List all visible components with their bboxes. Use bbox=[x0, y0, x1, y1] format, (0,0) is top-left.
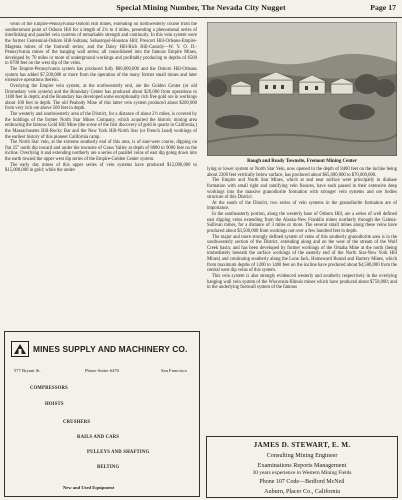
stewart-location: Auburn, Placer Co., California bbox=[264, 488, 340, 495]
stewart-title: Consulting Mining Engineer bbox=[266, 452, 338, 459]
mines-supply-item: HOISTS bbox=[45, 402, 64, 407]
mines-supply-item: PULLEYS AND SHAFTING bbox=[87, 450, 150, 455]
stewart-experience: 30 years experience in Western Mining Fields bbox=[252, 470, 352, 476]
mines-supply-phone: Phone Sutter 6470 bbox=[85, 368, 119, 373]
right-article-body bbox=[207, 167, 397, 291]
page-number: Page 17 bbox=[370, 3, 396, 12]
stewart-services: Examinations Reports Management bbox=[257, 462, 347, 469]
mines-supply-item: CRUSHERS bbox=[63, 420, 91, 425]
article-paragraph: The westerly and southwesterly area of the District, for a distance of about 2½ miles, is covered by the holdings of the former North Star Mines Company, which acquired the historic mining area embracing the famous Gold Hill Mine (the scene of the first discovery of gold in quartz in California,) the Massachusetts Hill-Rocky Bar and the New York Hill-North Star (or French Lead) workings of the earliest history of this pioneer California camp. bbox=[5, 112, 197, 140]
page-header bbox=[0, 0, 402, 18]
photo-caption: Rough and Ready Townsite, Fremont Mining Center bbox=[247, 159, 357, 164]
right-article-column bbox=[207, 22, 397, 432]
mines-supply-footer: New and Used Equipment bbox=[63, 485, 115, 490]
stewart-name: JAMES D. STEWART, E. M. bbox=[253, 441, 351, 449]
article-paragraph: The Empire-Pennsylvania system has produced fully $80,000,000 and the Osborn Hill-Orleans system has added $7,500,000 or more from the operation of the many former small mines and later extensive operations therein. bbox=[5, 67, 197, 84]
stewart-advertisement bbox=[206, 436, 398, 498]
mines-supply-advertisement bbox=[4, 331, 200, 497]
article-paragraph: lying or lower system or North Star Vein, now opened to the depth of 8400 feet on the incline being about 2300 feet vertically below surface, has produced about $65,000,000 to $70,000,000. bbox=[207, 167, 397, 178]
article-paragraph: The North Star vein, at the extreme southerly end of this area, is of east-west course, dipping on flat 25° north dip toward and under the townsite of Grass Valley at depth of 8000 to 9000 feet on the incline. Overlying it and extending northerly are a series of parallel veins of east dip going down into the earth toward the upper west dip series of the Empire-Golden Center system. bbox=[5, 140, 197, 162]
article-paragraph: In the southeasterly portion, along the westerly base of Osborn Hill, are a series of well defined east dipping veins extending from the Alaska-New Franklin mines northerly through the Galena-Sullivan mines, for a distance of 3 miles or more. The several small mines along these veins have produced about $3,500,000 from workings not over a few hundred feet in depth. bbox=[207, 212, 397, 234]
townsite-photo-image bbox=[207, 22, 397, 156]
mines-supply-item: BELTING bbox=[97, 465, 120, 470]
article-paragraph: veins of the Empire-Pennsylvania-Osborn Hill mines, extending on northwesterly course from the southernmost point of Osborn Hill for a length of 2¼ to 4 miles, presenting a phenomenal series of interlinking and parallel vein systems of remarkable strength and continuity. In this vein system were the former Centennial-Osborn Hill-Sultana; Sebastopol-Houston Hill; Prescott Hill-Orleans-Empire-Magenta mines of the footwall series; and the Daisy Hill-Rich Hill-Cassidy—W. Y. O. D.-Pennsylvania mines of the hanging wall series; all consolidated into the famous Empire Mines, developed by 70 miles or more of underground workings and profitably producing to depths of 6500 to 6700 feet on the west dip of the veins. bbox=[5, 22, 197, 67]
article-paragraph: At the south of the District, two series of vein systems in the granodiorite formation are of importance. bbox=[207, 200, 397, 212]
article-paragraph: The Empire and North Star Mines, which at and near surface were principally in diabase formation with small right and ramifying vein fissures, have each passed in their extensive deep workings into the massive granodiorite formation with stronger vein systems and ore bodies structure of this District. bbox=[207, 178, 397, 201]
mines-supply-logo-icon bbox=[11, 341, 29, 357]
mines-supply-company-name: MINES SUPPLY AND MACHINERY CO. bbox=[33, 344, 188, 354]
mines-supply-street: 577 Bryant St. bbox=[14, 368, 41, 373]
mines-supply-address-line bbox=[5, 368, 201, 376]
article-paragraph: This vein system is also strongly evidenced westerly and southerly respectively in the overlying hanging wall vein system of the Wisconsin-Illinois mines which have produced about $750,000; and in the underlying footwall system of the famous bbox=[207, 273, 397, 291]
article-paragraph: Overlying the Empire vein system, at the northwesterly end, are the Golden Center (or old Dromedary vein system) and the Boundary Center has produced about $20,000 from operations to 1180 feet in depth; and the Boundary has developed some exceptionally rich free gold ore in workings about 100 feet in depth. The old Peabody Mine of this latter vein system produced about $200,000 from very rich ore above 500 feet in depth. bbox=[5, 83, 197, 112]
stewart-phone: Phone 107 Code—Bedford McNeil bbox=[259, 479, 345, 485]
left-article-column bbox=[5, 22, 197, 326]
mines-supply-item: RAILS AND CARS bbox=[77, 435, 120, 440]
article-paragraph: The major and more strongly defined system of veins of this southerly granodiorite area is in the southwesterly section of the District, extending along and on the west of the stream of the Wolf Creek basin; and has been developed by former workings of the Omaha Mine at the north (being immediately beneath the surface workings of the easterly end of the North Star-New York Hill Mines) and continuing southerly along the Lone Jack, Homeward Bound and Hartery Mines, which from maximum depths of 1200 to 1400 feet on the incline have produced about $4,500,000 from the central west dip veins of this system. bbox=[207, 234, 397, 274]
townsite-photo bbox=[207, 22, 397, 156]
mines-supply-city: San Francisco bbox=[161, 368, 187, 373]
mines-supply-item: COMPRESSORS bbox=[30, 386, 68, 391]
page-title: Special Mining Number, The Nevada City Nugget bbox=[116, 3, 286, 12]
article-paragraph: The early day mines of this upper series of vein systems have produced $12,000,000 to $15,000,000 in gold; while the under- bbox=[5, 162, 197, 174]
